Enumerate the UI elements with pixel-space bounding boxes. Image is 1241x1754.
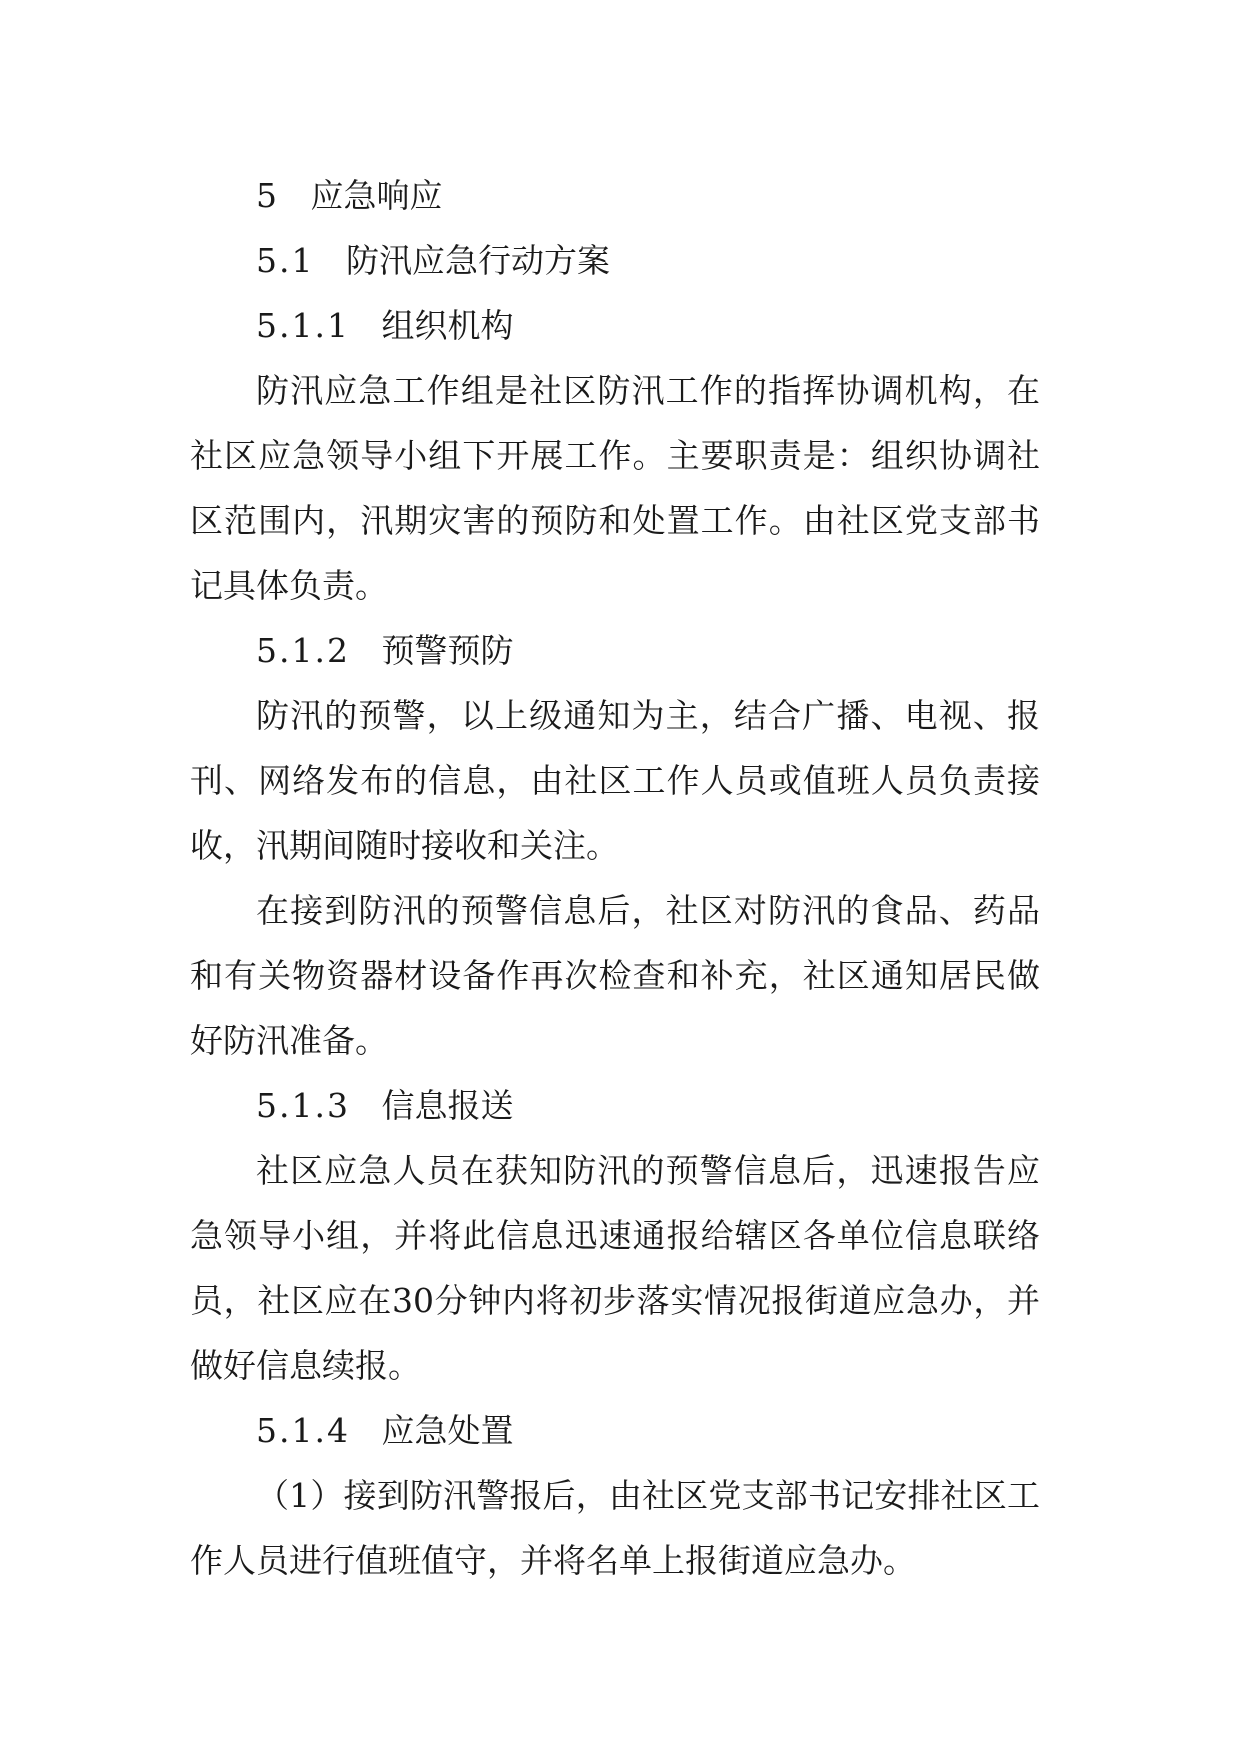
heading-title: 防汛应急行动方案 — [345, 241, 610, 280]
paragraph-organization: 防汛应急工作组是社区防汛工作的指挥协调机构，在社区应急领导小组下开展工作。主要职责是：组织协调社区范围内，汛期灾害的预防和处置工作。由社区党支部书记具体负责。 — [190, 371, 1040, 605]
heading-5-1-3 — [190, 1073, 1040, 1138]
heading-title: 组织机构 — [381, 306, 514, 345]
heading-5-1-4 — [190, 1398, 1040, 1463]
heading-number: 5.1.2 — [256, 631, 350, 670]
document-body — [190, 163, 1040, 1593]
heading-title: 信息报送 — [381, 1086, 514, 1125]
heading-number: 5.1 — [256, 241, 315, 280]
heading-title: 应急响应 — [310, 176, 443, 215]
heading-number: 5 — [256, 176, 279, 215]
heading-number: 5.1.3 — [256, 1086, 350, 1125]
heading-5-1-2 — [190, 618, 1040, 683]
paragraph-report: 社区应急人员在获知防汛的预警信息后，迅速报告应急领导小组，并将此信息迅速通报给辖区各单位信息联络员，社区应在30分钟内将初步落实情况报街道应急办，并做好信息续报。 — [190, 1151, 1040, 1385]
paragraph-warning-1: 防汛的预警，以上级通知为主，结合广播、电视、报刊、网络发布的信息，由社区工作人员或值班人员负责接收，汛期间随时接收和关注。 — [190, 696, 1040, 865]
heading-5 — [190, 163, 1040, 228]
paragraph-handling-1: （1）接到防汛警报后，由社区党支部书记安排社区工作人员进行值班值守，并将名单上报街道应急办。 — [190, 1476, 1040, 1580]
heading-number: 5.1.1 — [256, 306, 350, 345]
paragraph-warning-2: 在接到防汛的预警信息后，社区对防汛的食品、药品和有关物资器材设备作再次检查和补充，社区通知居民做好防汛准备。 — [190, 891, 1040, 1060]
heading-5-1-1 — [190, 293, 1040, 358]
heading-title: 预警预防 — [381, 631, 514, 670]
heading-number: 5.1.4 — [256, 1411, 350, 1450]
heading-title: 应急处置 — [381, 1411, 514, 1450]
heading-5-1 — [190, 228, 1040, 293]
